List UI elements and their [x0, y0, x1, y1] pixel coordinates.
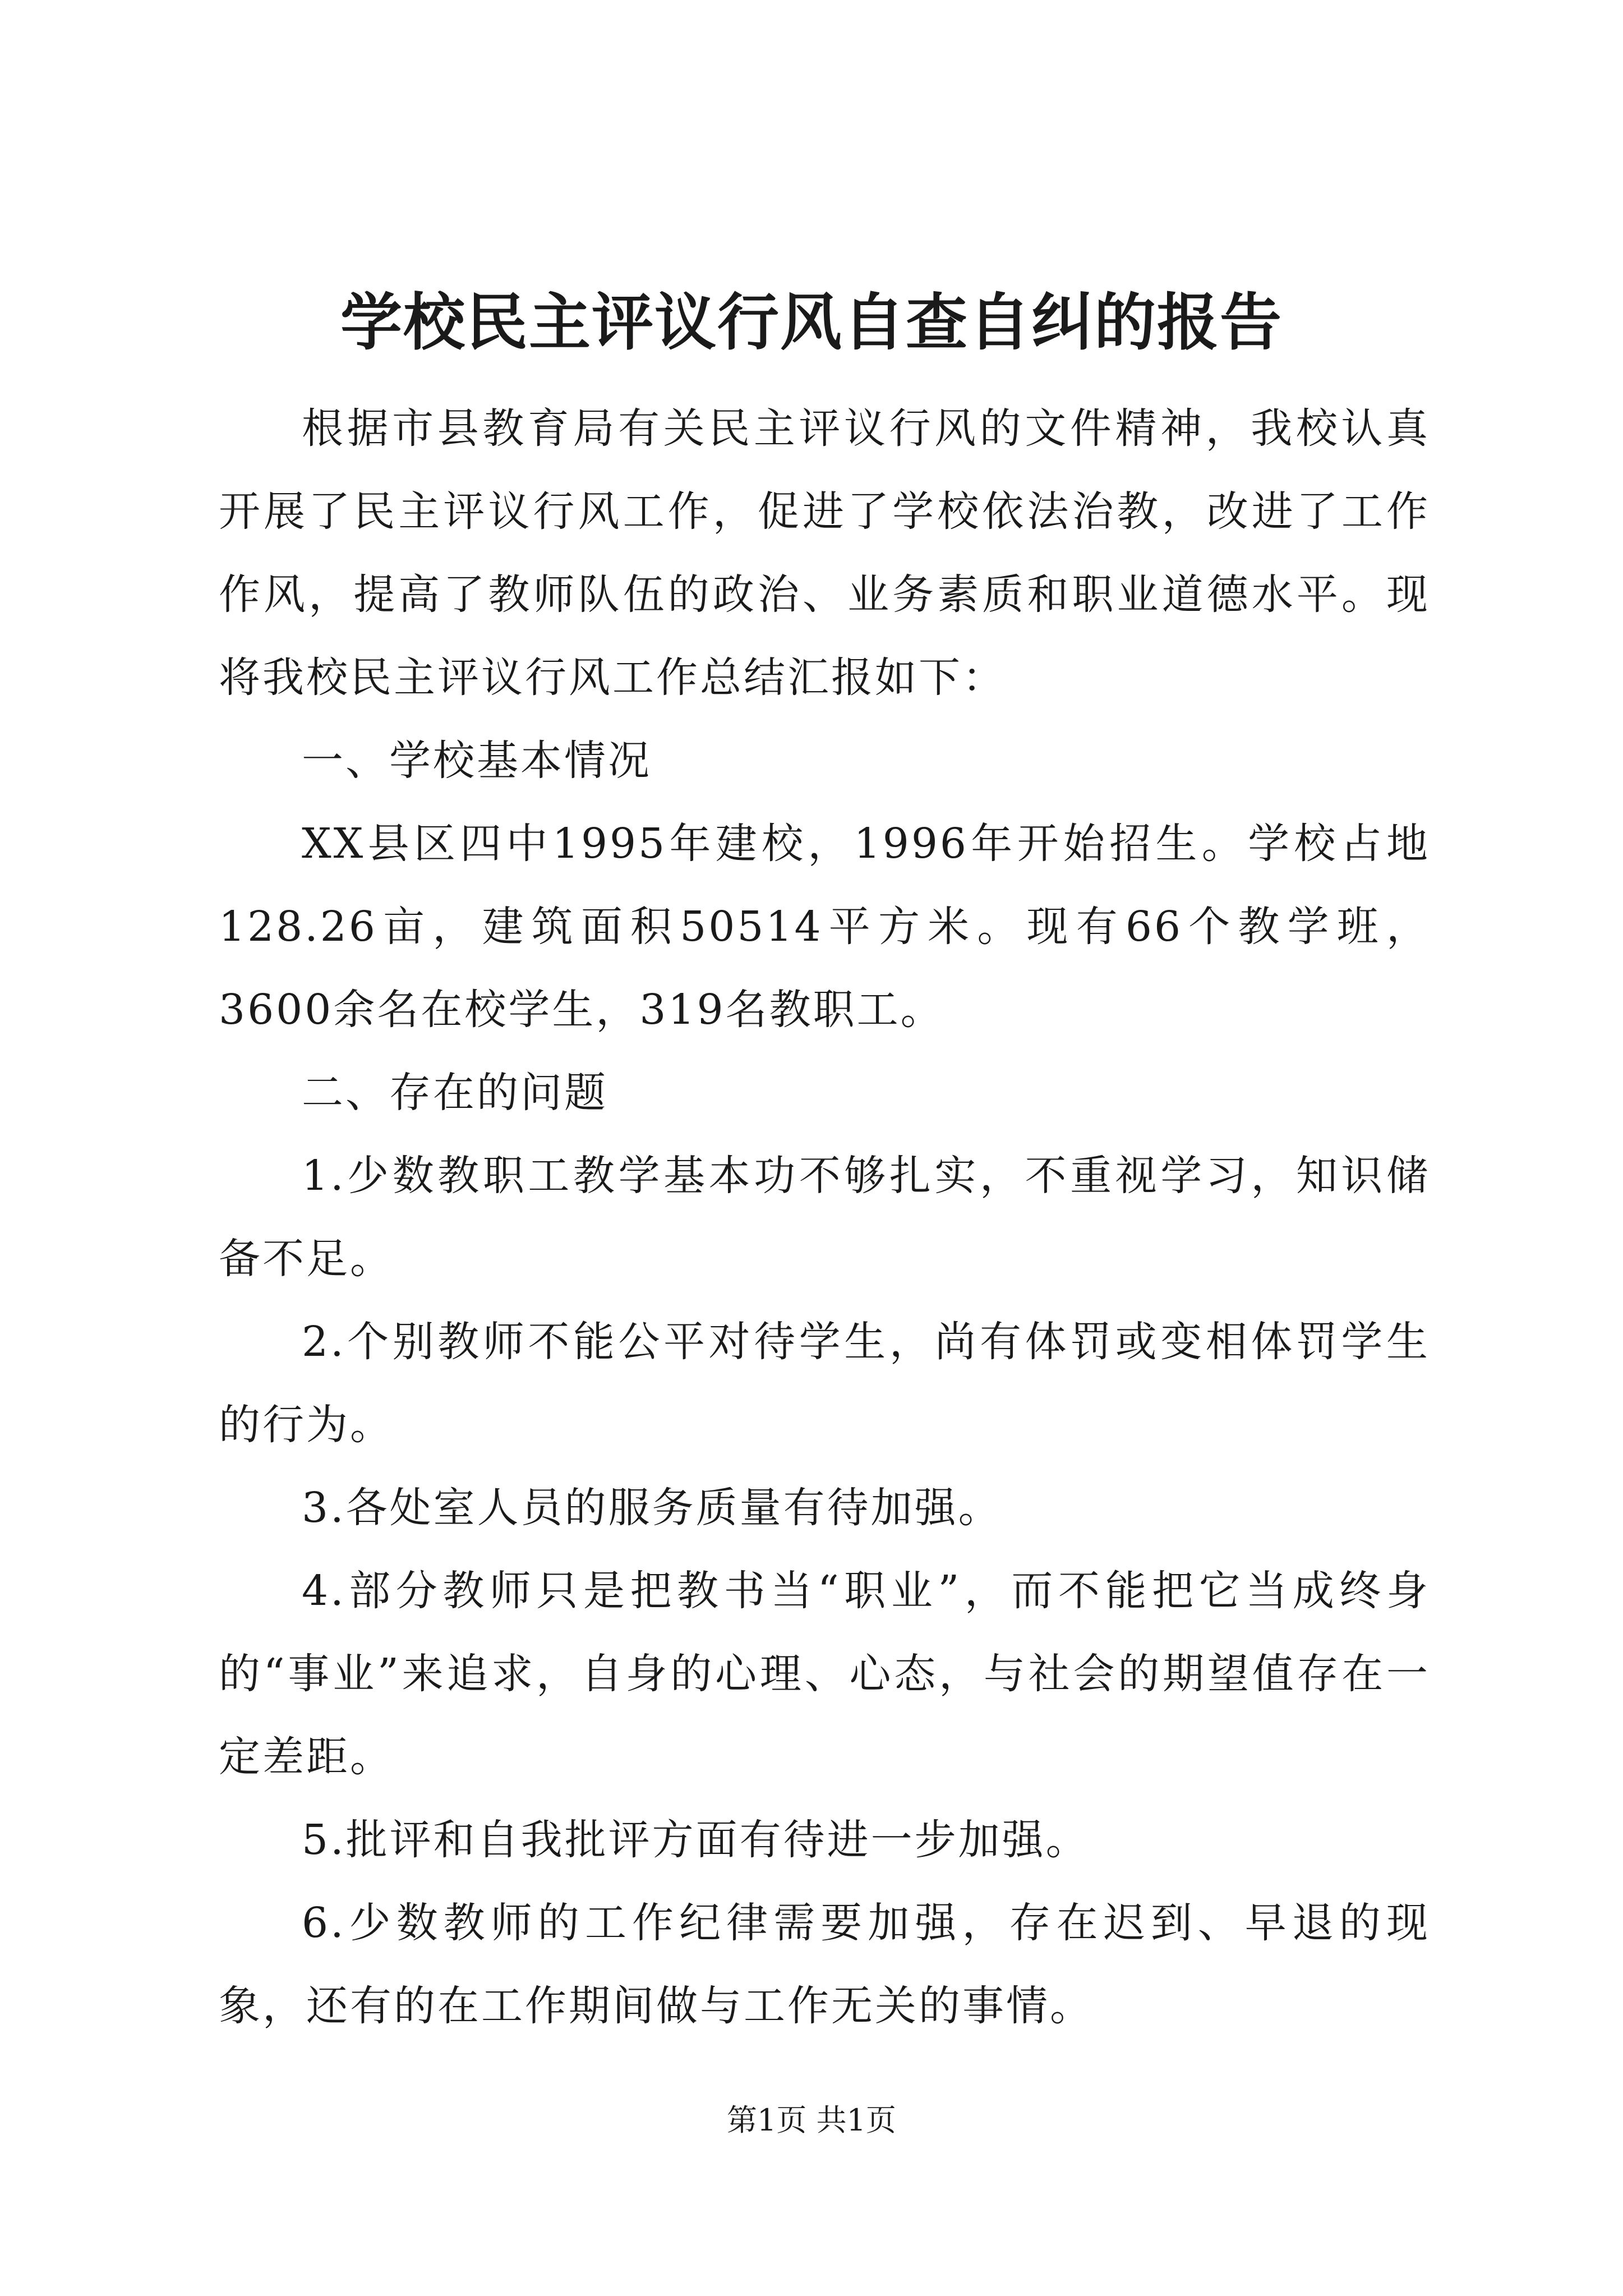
problem-item-1: 1.少数教职工教学基本功不够扎实，不重视学习，知识储备不足。 — [219, 1152, 1430, 1283]
heading-problems: 二、存在的问题 — [302, 1069, 608, 1117]
problem-item-2: 2.个别教师不能公平对待学生，尚有体罚或变相体罚学生的行为。 — [219, 1318, 1430, 1449]
heading-school-basics: 一、学校基本情况 — [302, 737, 652, 785]
problem-item-6: 6.少数教师的工作纪律需要加强，存在迟到、早退的现象，还有的在工作期间做与工作无关的事情。 — [219, 1899, 1430, 2030]
paragraph-school-basics: XX县区四中1995年建校，1996年开始招生。学校占地128.26亩，建筑面积50514平方米。现有66个教学班，3600余名在校学生，319名教职工。 — [219, 820, 1430, 1034]
problem-item-3: 3.各处室人员的服务质量有待加强。 — [302, 1484, 1002, 1532]
problem-item-4: 4.部分教师只是把教书当“职业”，而不能把它当成终身的“事业”来追求，自身的心理、心态，与社会的期望值存在一定差距。 — [219, 1567, 1430, 1781]
paragraph-intro: 根据市县教育局有关民主评议行风的文件精神，我校认真开展了民主评议行风工作，促进了学校依法治教，改进了工作作风，提高了教师队伍的政治、业务素质和职业道德水平。现将我校民主评议行风工作总结汇报如下： — [219, 404, 1430, 702]
document-title: 学校民主评议行风自查自纠的报告 — [340, 286, 1283, 358]
page-number-footer: 第1页 共1页 — [727, 2102, 896, 2138]
problem-item-5: 5.批评和自我批评方面有待进一步加强。 — [302, 1816, 1090, 1864]
document-body — [219, 387, 1430, 2047]
